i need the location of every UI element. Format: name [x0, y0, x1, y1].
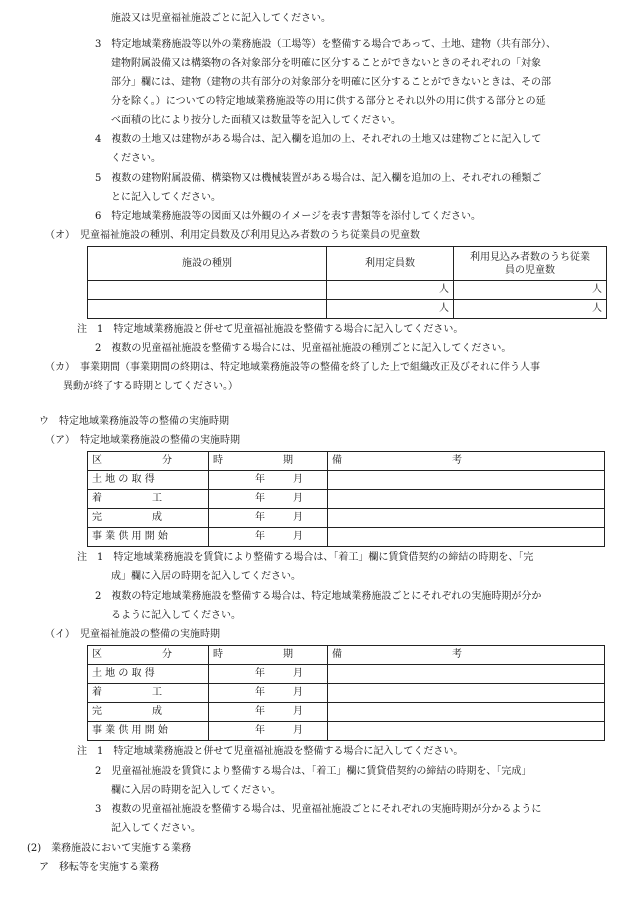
remarks-cell[interactable]	[328, 490, 605, 509]
childcare-capacity-table	[87, 246, 607, 319]
note-4-line1: 4 複数の土地又は建物がある場合は、記入欄を追加の上、それぞれの土地又は建物ごとに記入して	[95, 134, 542, 145]
section-o-note-1: 注 1 特定地域業務施設と併せて児童福祉施設を整備する場合に記入してください。	[77, 324, 464, 335]
row-label: 完 成	[88, 509, 209, 528]
note-3-line2: 建物附属設備又は構築物の各対象部分を明確に区分することができないときのそれぞれの「対象	[111, 58, 541, 69]
note-5-line2: とに記入してください。	[111, 192, 221, 203]
period-cell[interactable]: 年 月	[209, 490, 328, 509]
facility-schedule-table	[87, 451, 605, 547]
period-cell[interactable]: 年 月	[209, 528, 328, 547]
facility-type-cell[interactable]	[88, 281, 327, 300]
section-u-i-heading: （イ） 児童福祉施設の整備の実施時期	[45, 629, 220, 640]
note-3-line3: 部分」欄には、建物（建物の共有部分の対象部分を明確に区分することができないときは、その部	[111, 77, 551, 88]
row-label: 土 地 の 取 得	[88, 471, 209, 490]
note-5-line1: 5 複数の建物附属設備、構築物又は機械装置がある場合は、記入欄を追加の上、それぞれの種類ご	[95, 173, 542, 184]
note-4-line2: ください。	[111, 153, 161, 164]
note-3-line1: 3 特定地域業務施設等以外の業務施設（工場等）を整備する場合であって、土地、建物（共有部分）、	[95, 39, 557, 50]
row-label: 土 地 の 取 得	[88, 665, 209, 684]
row-label: 事 業 供 用 開 始	[88, 528, 209, 547]
col-employee-children: 利用見込み者数のうち従業 員の児童数	[454, 247, 607, 281]
section-a-note-2-line1: 2 複数の特定地域業務施設を整備する場合は、特定地域業務施設ごとにそれぞれの実施時期が分か	[95, 591, 542, 602]
col-biko: 備 考	[328, 646, 605, 665]
section-i-note-3-line1: 3 複数の児童福祉施設を整備する場合は、児童福祉施設ごとにそれぞれの実施時期が分かるように	[95, 804, 542, 815]
col-biko: 備 考	[328, 452, 605, 471]
remarks-cell[interactable]	[328, 665, 605, 684]
period-cell[interactable]: 年 月	[209, 471, 328, 490]
note-continuation: 施設又は児童福祉施設ごとに記入してください。	[111, 13, 331, 24]
remarks-cell[interactable]	[328, 471, 605, 490]
col-kubun: 区 分	[88, 452, 209, 471]
section-2-a-heading: ア 移転等を実施する業務	[39, 862, 159, 873]
section-i-note-2-line2: 欄に入居の時期を記入してください。	[111, 785, 281, 796]
col-capacity: 利用定員数	[327, 247, 454, 281]
childcare-schedule-table	[87, 645, 605, 741]
section-i-note-2-line1: 2 児童福祉施設を賃貸により整備する場合は、「着工」欄に賃貸借契約の締結の時期を、「完成」	[95, 766, 532, 777]
col-facility-type: 施設の種別	[88, 247, 327, 281]
remarks-cell[interactable]	[328, 722, 605, 741]
section-ka-line2: 異動が終了する時期としてください。）	[63, 381, 238, 392]
section-i-note-3-line2: 記入してください。	[111, 823, 201, 834]
section-a-note-1-line2: 成」欄に入居の時期を記入してください。	[111, 571, 301, 582]
note-3-line4: 分を除く。）についての特定地域業務施設等の用に供する部分とそれ以外の用に供する部分との延	[111, 96, 546, 107]
section-i-note-1: 注 1 特定地域業務施設と併せて児童福祉施設を整備する場合に記入してください。	[77, 746, 464, 757]
capacity-cell[interactable]: 人	[327, 281, 454, 300]
employee-children-cell[interactable]: 人	[454, 300, 607, 319]
row-label: 完 成	[88, 703, 209, 722]
section-2-heading: (2) 業務施設において実施する業務	[27, 843, 192, 854]
section-ka-line1: （カ） 事業期間（事業期間の終期は、特定地域業務施設等の整備を終了した上で組織改正及びそれに伴う人事	[45, 362, 540, 373]
capacity-cell[interactable]: 人	[327, 300, 454, 319]
section-a-note-2-line2: るように記入してください。	[111, 610, 241, 621]
section-a-note-1-line1: 注 1 特定地域業務施設を賃貸により整備する場合は、「着工」欄に賃貸借契約の締結の時期を、「完	[77, 552, 534, 563]
col-jiki: 時 期	[209, 452, 328, 471]
col-kubun: 区 分	[88, 646, 209, 665]
remarks-cell[interactable]	[328, 509, 605, 528]
period-cell[interactable]: 年 月	[209, 722, 328, 741]
remarks-cell[interactable]	[328, 703, 605, 722]
remarks-cell[interactable]	[328, 684, 605, 703]
period-cell[interactable]: 年 月	[209, 703, 328, 722]
employee-children-cell[interactable]: 人	[454, 281, 607, 300]
section-o-note-2: 2 複数の児童福祉施設を整備する場合には、児童福祉施設の種別ごとに記入してください。	[95, 343, 512, 354]
row-label: 着 工	[88, 490, 209, 509]
remarks-cell[interactable]	[328, 528, 605, 547]
col-jiki: 時 期	[209, 646, 328, 665]
row-label: 事 業 供 用 開 始	[88, 722, 209, 741]
period-cell[interactable]: 年 月	[209, 684, 328, 703]
note-6: 6 特定地域業務施設等の図面又は外観のイメージを表す書類等を添付してください。	[95, 211, 482, 222]
section-u-a-heading: （ア） 特定地域業務施設の整備の実施時期	[45, 435, 240, 446]
period-cell[interactable]: 年 月	[209, 665, 328, 684]
period-cell[interactable]: 年 月	[209, 509, 328, 528]
section-u-heading: ウ 特定地域業務施設等の整備の実施時期	[39, 416, 229, 427]
section-o-heading: （オ） 児童福祉施設の種別、利用定員数及び利用見込み者数のうち従業員の児童数	[45, 230, 420, 241]
facility-type-cell[interactable]	[88, 300, 327, 319]
note-3-line5: べ面積の比により按分した面積又は数量等を記入してください。	[111, 115, 401, 126]
row-label: 着 工	[88, 684, 209, 703]
